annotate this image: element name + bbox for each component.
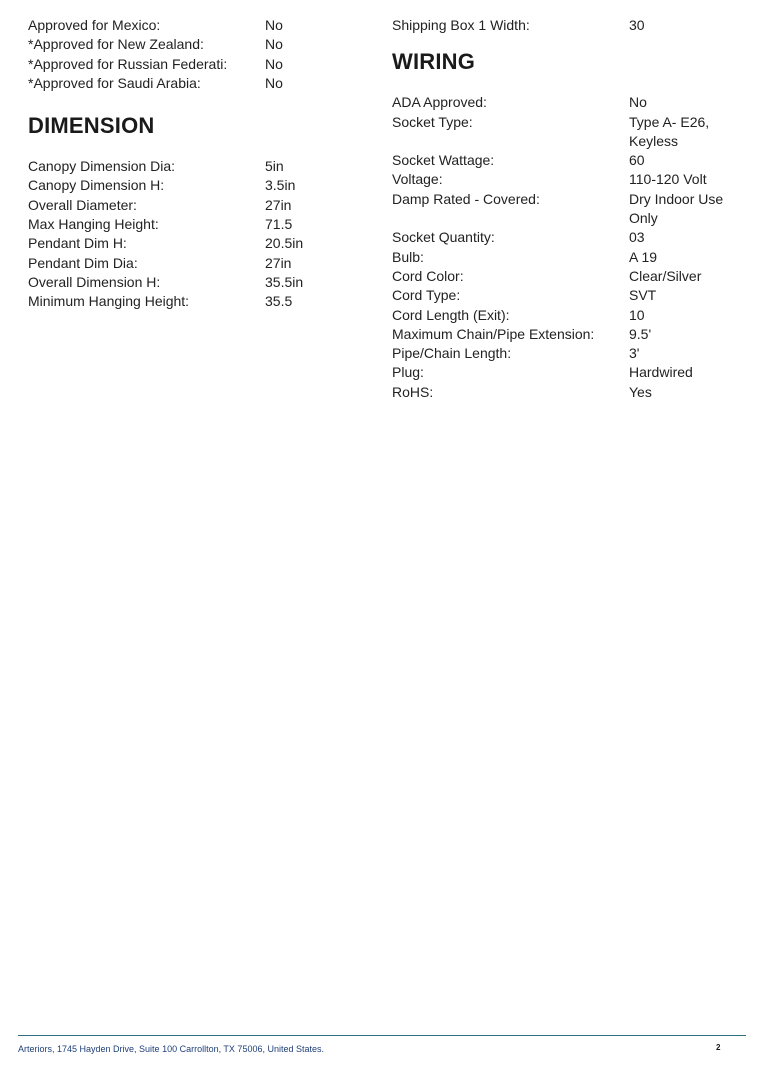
spec-label: Socket Wattage: — [392, 152, 495, 169]
shipping-list — [392, 16, 742, 35]
spec-row — [28, 234, 358, 253]
spec-value: Yes — [629, 383, 652, 400]
right-column — [392, 16, 742, 402]
page-number: 2 — [716, 1043, 721, 1052]
spec-row — [392, 151, 742, 170]
spec-label: Canopy Dimension H: — [28, 177, 165, 194]
spec-label: Approved for Mexico: — [28, 17, 161, 33]
spec-label: Pendant Dim Dia: — [28, 254, 138, 271]
spec-row — [28, 254, 358, 273]
spec-value: SVT — [629, 287, 657, 304]
spec-row — [392, 267, 742, 286]
dimension-list — [28, 157, 358, 311]
spec-label: *Approved for New Zealand: — [28, 36, 204, 53]
spec-label: Socket Quantity: — [392, 229, 495, 246]
dimension-heading: DIMENSION — [28, 113, 155, 139]
spec-row — [392, 113, 742, 152]
spec-value: Dry Indoor Use Only — [629, 190, 724, 227]
spec-row — [392, 170, 742, 189]
spec-label: Damp Rated - Covered: — [392, 190, 540, 207]
spec-row — [392, 248, 742, 267]
spec-row — [392, 363, 742, 382]
spec-row — [392, 93, 742, 112]
spec-label: Cord Type: — [392, 287, 461, 304]
spec-value: 3' — [629, 345, 640, 362]
spec-value: 5in — [265, 158, 284, 175]
spec-value: 35.5 — [265, 293, 293, 310]
spec-value: Hardwired — [629, 364, 693, 381]
spec-value: 110-120 Volt — [629, 171, 707, 188]
spec-row — [392, 16, 742, 35]
spec-value: Type A- E26, Keyless — [629, 113, 710, 149]
spec-label: *Approved for Russian Federati: — [28, 55, 228, 72]
spec-value: 20.5in — [265, 235, 304, 252]
spec-label: RoHS: — [392, 383, 434, 400]
spec-value: 9.5' — [629, 325, 652, 342]
spec-row — [28, 16, 358, 35]
spec-value: 30 — [629, 17, 645, 33]
spec-value: Clear/Silver — [629, 267, 702, 284]
spec-value: No — [265, 36, 283, 53]
spec-label: *Approved for Saudi Arabia: — [28, 74, 201, 91]
spec-row — [392, 190, 742, 229]
spec-value: No — [265, 55, 283, 72]
spec-value: 10 — [629, 306, 645, 323]
spec-value: A 19 — [629, 248, 658, 265]
spec-row — [392, 228, 742, 247]
spec-row — [392, 325, 742, 344]
spec-label: Overall Dimension H: — [28, 273, 161, 290]
spec-value: No — [265, 17, 283, 33]
spec-row — [28, 35, 358, 54]
spec-row — [28, 55, 358, 74]
spec-row — [392, 383, 742, 402]
spec-label: Overall Diameter: — [28, 196, 137, 213]
spec-row — [392, 306, 742, 325]
spec-row — [392, 344, 742, 363]
spec-value: 35.5in — [265, 273, 304, 290]
spec-value: 27in — [265, 254, 292, 271]
spec-label: Voltage: — [392, 171, 443, 188]
footer-divider — [18, 1035, 746, 1036]
spec-row — [28, 74, 358, 93]
spec-label: Pipe/Chain Length: — [392, 345, 512, 362]
spec-label: Minimum Hanging Height: — [28, 293, 190, 310]
spec-value: No — [265, 74, 283, 91]
spec-row — [28, 215, 358, 234]
spec-label: Shipping Box 1 Width: — [392, 17, 530, 33]
spec-row — [28, 176, 358, 195]
left-column — [28, 16, 358, 312]
spec-label: Maximum Chain/Pipe Extension: — [392, 325, 595, 342]
spec-row — [28, 196, 358, 215]
spec-row — [392, 286, 742, 305]
spec-label: Plug: — [392, 364, 424, 381]
spec-label: ADA Approved: — [392, 94, 487, 111]
spec-value: 27in — [265, 196, 292, 213]
spec-value: 60 — [629, 152, 645, 169]
spec-row — [28, 273, 358, 292]
spec-row — [28, 292, 358, 311]
spec-label: Max Hanging Height: — [28, 216, 159, 233]
spec-row — [28, 157, 358, 176]
footer-address: Arteriors, 1745 Hayden Drive, Suite 100 Carrollton, TX 75006, United States. — [18, 1044, 324, 1054]
wiring-heading: WIRING — [392, 49, 476, 75]
spec-label: Bulb: — [392, 248, 424, 265]
spec-value: 03 — [629, 229, 645, 246]
spec-value: 71.5 — [265, 216, 293, 233]
spec-value: 3.5in — [265, 177, 296, 194]
spec-value: No — [629, 94, 647, 111]
spec-label: Cord Length (Exit): — [392, 306, 510, 323]
spec-label: Canopy Dimension Dia: — [28, 158, 176, 175]
spec-label: Pendant Dim H: — [28, 235, 127, 252]
spec-label: Cord Color: — [392, 267, 464, 284]
approval-list — [28, 16, 358, 93]
wiring-list — [392, 93, 742, 402]
spec-label: Socket Type: — [392, 113, 473, 130]
